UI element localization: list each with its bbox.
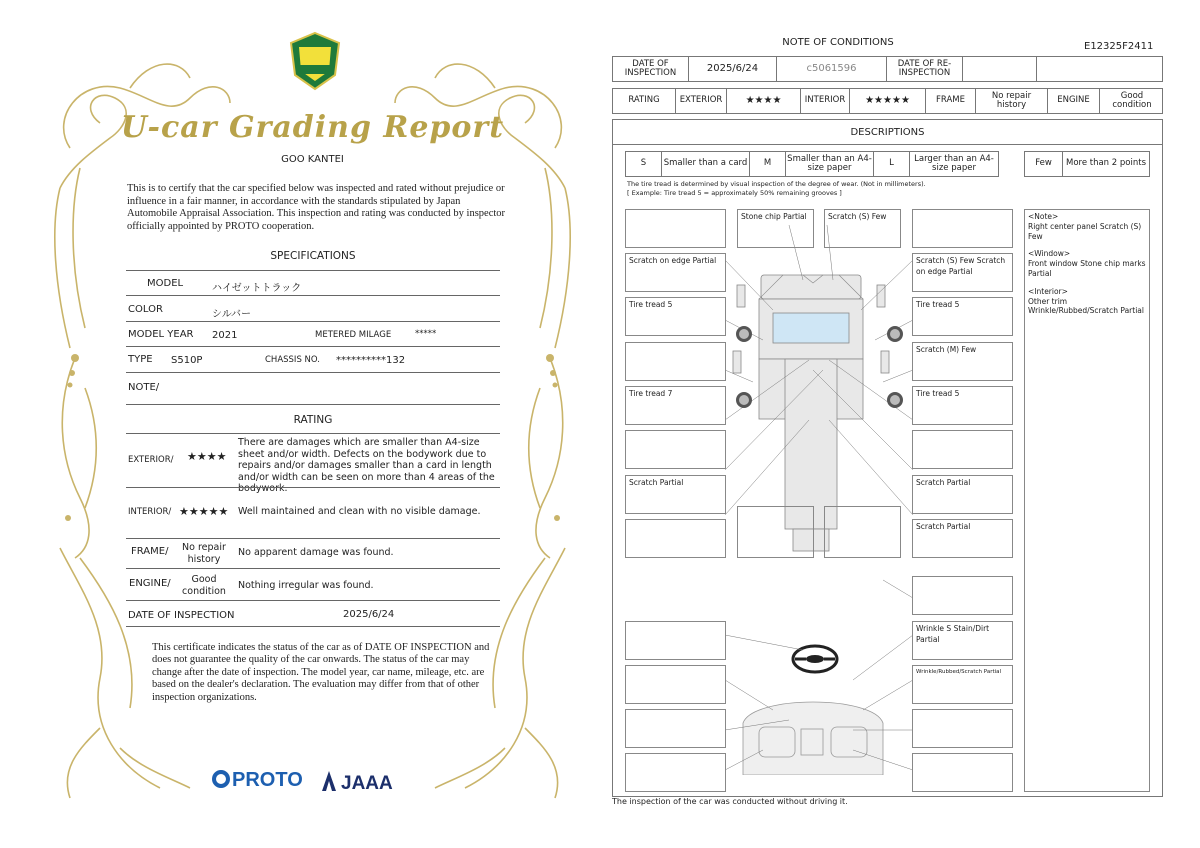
- damage-box: [912, 209, 1013, 248]
- specs-heading: SPECIFICATIONS: [270, 250, 356, 262]
- descriptions-heading: DESCRIPTIONS: [613, 120, 1162, 145]
- inspection-date-row: [612, 56, 1163, 82]
- engine-value: Good condition: [182, 574, 226, 597]
- damage-box: [625, 665, 726, 704]
- date-label: DATE OF INSPECTION: [613, 57, 689, 81]
- wheel-front-left-icon: [736, 326, 752, 342]
- frame-value: No repair history: [182, 542, 226, 565]
- certificate-intro: This is to certify that the car specified below was inspected and rated without prejudice or influence in a fair manner, in accordance with the standards stipulated by Japan Automobile Appraisal Association. This inspection and rating was conducted by inspector officially appointed by PROTO cooperation.: [127, 183, 506, 232]
- damage-box: [824, 506, 901, 558]
- color-label: COLOR: [128, 304, 163, 315]
- certificate-subtitle: GOO KANTEI: [281, 154, 344, 165]
- exterior-description: There are damages which are smaller than A4-size sheet and/or width. Defects on the bodywork due to repairs and/or damages smaller than a card in length and/or width can be seen on more than 4 areas of the bodywork.: [238, 437, 495, 494]
- proto-mark-icon: [212, 770, 230, 788]
- certificate-footer: This certificate indicates the status of the car as of DATE OF INSPECTION and does not guarantee the quality of the car onwards. The status of the car may change after the date of inspection. The model year, car name, mileage, etc. are based on the dealer's declaration. The evaluation may differ from that of other inspection organizations.: [152, 642, 490, 703]
- date-value: 2025/6/24: [689, 57, 777, 81]
- goo-kantei-badge-icon: [289, 31, 341, 91]
- damage-box: [625, 519, 726, 558]
- legend-s: S: [626, 152, 662, 176]
- inspection-id: c5061596: [777, 57, 887, 81]
- damage-box: [912, 576, 1013, 615]
- color-value: シルバー: [212, 309, 252, 320]
- tire-note-2: [ Example: Tire tread 5 = approximately 50% remaining grooves ]: [627, 189, 842, 197]
- damage-box: Scratch (S) Few: [824, 209, 901, 248]
- damage-box: [737, 506, 814, 558]
- note-of-conditions: [612, 30, 1164, 810]
- rating-row: [612, 88, 1163, 114]
- model-year-value: 2021: [212, 330, 238, 341]
- legend-m: M: [750, 152, 786, 176]
- legend-few: Few: [1025, 152, 1063, 176]
- engine-label: ENGINE: [1048, 89, 1100, 113]
- damage-box: Wrinkle S Stain/Dirt Partial: [912, 621, 1013, 660]
- engine-value: Good condition: [1112, 90, 1152, 110]
- interior-stars: ★★★★★: [179, 505, 229, 518]
- note-section-title: <Note>: [1028, 212, 1059, 221]
- interior-section-text: Other trim: [1028, 296, 1068, 306]
- rating-label: RATING: [613, 89, 676, 113]
- model-year-label: MODEL YEAR: [128, 329, 194, 340]
- reinspection-value: [963, 57, 1037, 81]
- damage-box: Scratch Partial: [912, 519, 1013, 558]
- date-label: DATE OF INSPECTION: [128, 610, 235, 621]
- damage-box: [912, 709, 1013, 748]
- damage-box: Tire tread 5: [625, 297, 726, 336]
- damage-box: Tire tread 5: [912, 297, 1013, 336]
- damage-box: Tire tread 7: [625, 386, 726, 425]
- chassis-label: CHASSIS NO.: [265, 355, 320, 365]
- jaaa-mark-icon: [320, 770, 338, 792]
- descriptions-panel: [612, 119, 1163, 797]
- engine-label: ENGINE/: [129, 578, 171, 589]
- legend-s-desc: Smaller than a card: [662, 152, 750, 176]
- legend-l: L: [874, 152, 910, 176]
- type-label: TYPE: [128, 354, 153, 365]
- rating-heading: RATING: [293, 414, 333, 426]
- damage-box: [912, 753, 1013, 792]
- exterior-stars: ★★★★: [187, 450, 227, 463]
- type-value: S510P: [171, 355, 203, 366]
- milage-value: *****: [415, 329, 437, 339]
- damage-box: Wrinkle/Rubbed/Scratch Partial: [912, 665, 1013, 704]
- frame-label: FRAME: [926, 89, 976, 113]
- interior-section-text: Wrinkle/Rubbed/Scratch Partial: [1028, 306, 1144, 316]
- frame-label: FRAME/: [131, 546, 169, 557]
- damage-box: [625, 430, 726, 469]
- damage-box: [625, 709, 726, 748]
- exterior-stars: ★★★★: [727, 89, 801, 113]
- inspection-footnote: The inspection of the car was conducted without driving it.: [612, 797, 848, 806]
- damage-box: [625, 209, 726, 248]
- exterior-label: EXTERIOR/: [128, 455, 174, 465]
- model-value: ハイゼットトラック: [212, 283, 302, 294]
- interior-description: Well maintained and clean with no visible damage.: [238, 506, 481, 517]
- note-label: NOTE/: [128, 382, 160, 393]
- model-label: MODEL: [147, 278, 184, 289]
- tire-note-1: The tire tread is determined by visual inspection of the degree of wear. (Not in millimeters).: [627, 180, 926, 188]
- damage-box: Scratch Partial: [625, 475, 726, 514]
- window-section-title: <Window>: [1028, 249, 1071, 259]
- interior-stars: ★★★★★: [850, 89, 926, 113]
- damage-box: [625, 753, 726, 792]
- damage-box: [625, 621, 726, 660]
- side-notes-panel: [1024, 209, 1150, 792]
- grading-certificate: [40, 28, 585, 818]
- jaaa-logo: JAAA: [320, 770, 393, 795]
- window-section-text: Front window Stone chip marks Partial: [1028, 259, 1146, 278]
- damage-box: Scratch (M) Few: [912, 342, 1013, 381]
- damage-box: [625, 342, 726, 381]
- engine-description: Nothing irregular was found.: [238, 580, 374, 591]
- interior-label: INTERIOR: [801, 89, 850, 113]
- damage-box: Scratch Partial: [912, 475, 1013, 514]
- blank-cell: [1037, 57, 1164, 81]
- frame-description: No apparent damage was found.: [238, 547, 394, 558]
- interior-label: INTERIOR/: [128, 507, 172, 517]
- legend-m-desc: Smaller than an A4-size paper: [786, 152, 874, 176]
- exterior-label: EXTERIOR: [676, 89, 727, 113]
- interior-section-title: <Interior>: [1028, 286, 1068, 296]
- damage-box: [912, 430, 1013, 469]
- frame-value: No repair history: [976, 89, 1048, 113]
- certificate-title: U-car Grading Report: [120, 110, 505, 145]
- damage-box: Scratch (S) Few Scratch on edge Partial: [912, 253, 1013, 292]
- note-title: NOTE OF CONDITIONS: [782, 37, 894, 48]
- wheel-rear-left-icon: [736, 392, 752, 408]
- note-section-text: Right center panel Scratch (S) Few: [1028, 221, 1142, 241]
- milage-label: METERED MILAGE: [315, 330, 392, 340]
- chassis-value: **********132: [336, 355, 406, 366]
- report-code: E12325F2411: [1084, 41, 1154, 52]
- damage-box: Scratch on edge Partial: [625, 253, 726, 292]
- damage-box: Tire tread 5: [912, 386, 1013, 425]
- reinspection-label: DATE OF RE-INSPECTION: [887, 57, 963, 81]
- wheel-rear-right-icon: [887, 392, 903, 408]
- legend-l-desc: Larger than an A4-size paper: [914, 153, 994, 173]
- legend-few-desc: More than 2 points: [1065, 158, 1146, 169]
- wheel-front-right-icon: [887, 326, 903, 342]
- damage-box: Stone chip Partial: [737, 209, 814, 248]
- proto-logo: PROTO: [212, 769, 303, 792]
- date-value: 2025/6/24: [343, 609, 395, 620]
